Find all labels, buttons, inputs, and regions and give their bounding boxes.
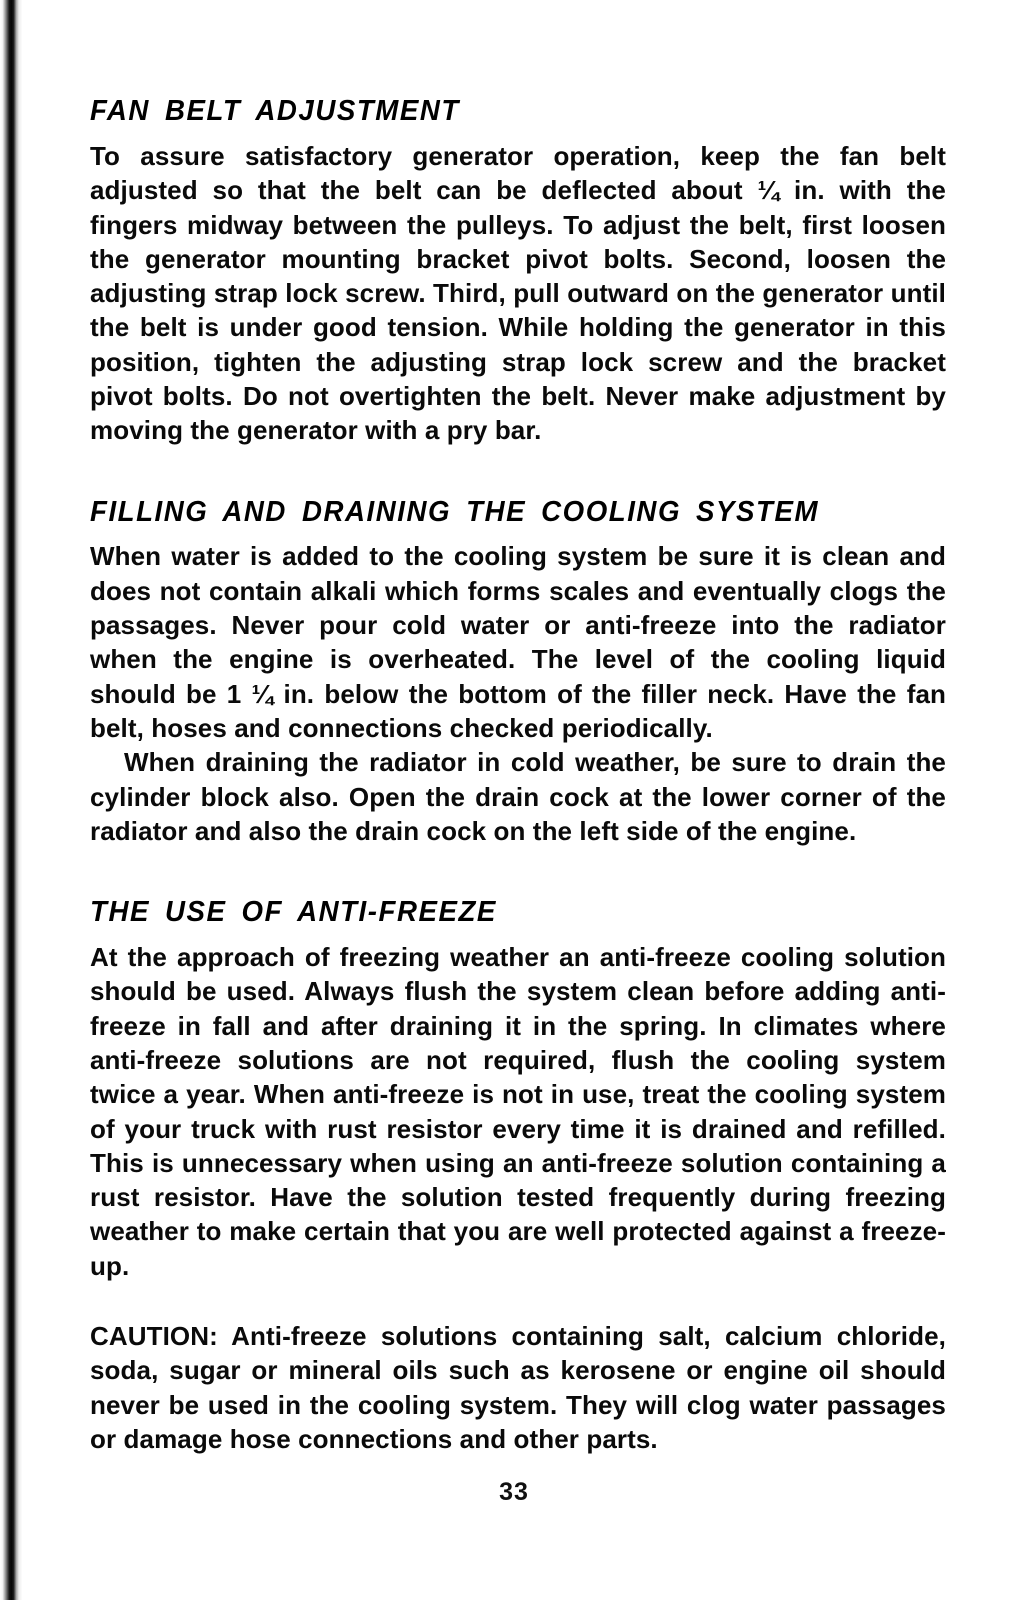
section-use-of-anti-freeze: [90, 897, 946, 1456]
paragraph-cooling-system-1: When water is added to the cooling system be sure it is clean and does not contain alkali which forms scales and eventually clogs the passages. Never pour cold water or anti-freeze into the radiator when the engine is overheated. The level of the cooling liquid should be 1 ¼ in. below the bottom of the filler neck. Have the fan belt, hoses and connections checked periodically.: [90, 541, 946, 743]
paragraph-anti-freeze-caution: CAUTION: Anti-freeze solutions containing salt, calcium chloride, soda, sugar or mineral oils such as kerosene or engine oil should never be used in the cooling system. They will clog water passages or damage hose connections and other parts.: [90, 1321, 946, 1454]
section-heading-filling-draining-cooling-system: FILLING AND DRAINING THE COOLING SYSTEM: [90, 495, 820, 528]
section-spacer-1: [90, 448, 946, 497]
paragraph-cooling-system-2: When draining the radiator in cold weather, be sure to drain the cylinder block also. Open the drain cock at the lower corner of the radiator and also the drain cock on the left side of the engine.: [90, 747, 946, 846]
page-number: 33: [499, 1478, 529, 1506]
section-filling-draining-cooling-system: [90, 497, 946, 849]
section-heading-fan-belt-adjustment: FAN BELT ADJUSTMENT: [90, 95, 460, 127]
section-fan-belt-adjustment: [90, 96, 946, 448]
section-heading-use-of-anti-freeze: THE USE OF ANTI-FREEZE: [90, 896, 497, 929]
book-binding-edge: [0, 0, 22, 1600]
paragraph-fan-belt-adjustment-1: To assure satisfactory generator operation, keep the fan belt adjusted so that the belt can be deflected about ¼ in. with the fingers midway between the pulleys. To adjust the belt, first loosen the generator mounting bracket pivot bolts. Second, loosen the adjusting strap lock screw. Third, pull outward on the generator until the belt is under good tension. While holding the generator in this position, tighten the adjusting strap lock screw and the bracket pivot bolts. Do not overtighten the belt. Never make adjustment by moving the generator with a pry bar.: [90, 140, 946, 446]
paragraph-anti-freeze-1: At the approach of freezing weather an anti-freeze cooling solution should be used. Always flush the system clean before adding anti-freeze in fall and after draining it in the spring. In climates where anti-freeze solutions are not required, flush the cooling system twice a year. When anti-freeze is not in use, treat the cooling system of your truck with rust resistor every time it is drained and refilled. This is unnecessary when using an anti-freeze solution containing a rust resistor. Have the solution tested frequently during freezing weather to make certain that you are well protected against a freeze-up.: [90, 942, 946, 1281]
section-spacer-2: [90, 848, 946, 897]
page-content: [90, 96, 946, 1456]
caution-spacer: [90, 1283, 946, 1319]
